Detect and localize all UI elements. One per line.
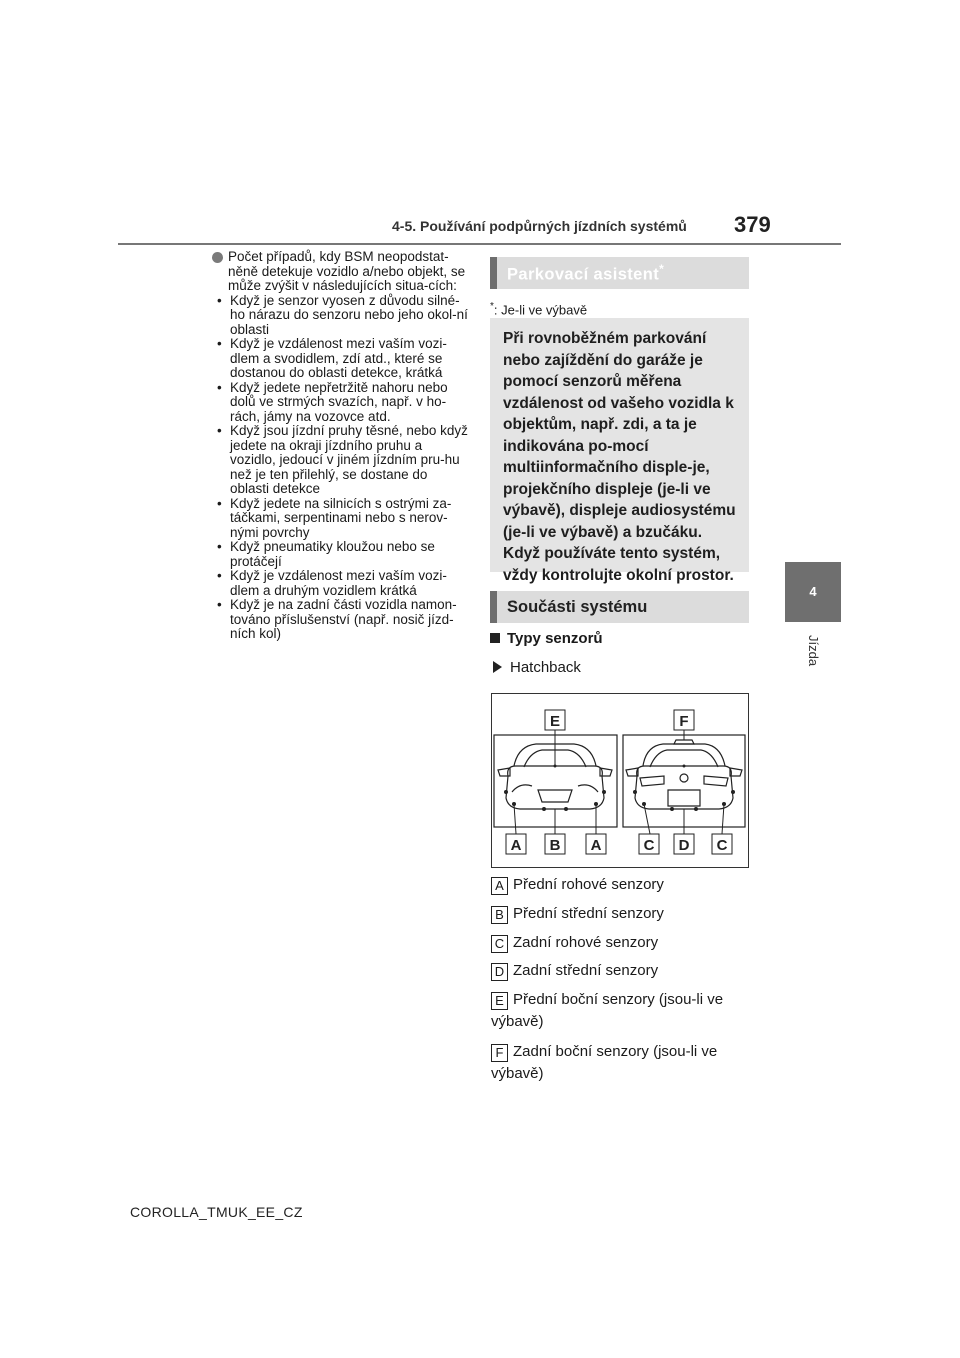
list-item: • Když jedete na silnicích s ostrými za-táčkami, serpentinami nebo s nerov-nými povrchy: [217, 495, 452, 540]
legend-item-a: [491, 874, 751, 896]
fig-label-c-left: C: [643, 837, 655, 854]
lead-paragraph: [212, 250, 468, 294]
list-item: • Když je senzor vyosen z důvodu silné-ho nárazu do senzoru nebo jeho okol-ní oblasti: [217, 292, 468, 337]
section-accent: [490, 257, 497, 289]
legend-key: A: [491, 877, 508, 895]
legend-key: D: [491, 963, 508, 981]
footnote: *: Je-li ve výbavě: [490, 301, 588, 318]
legend-item-f: [491, 1041, 751, 1085]
list-item-text: Když pneumatiky kloužou nebo se protáčejí: [230, 539, 435, 569]
section-title-bar: [490, 257, 749, 289]
legend-text: Zadní střední senzory: [513, 962, 659, 979]
legend-text: Přední boční senzory (jsou-li ve výbavě): [491, 991, 724, 1030]
legend-item-e: [491, 989, 751, 1033]
list-item-text: Když jedete na silnicích s ostrými za-táčkami, serpentinami nebo s nerov-nými povrchy: [230, 495, 452, 540]
intro-text: Při rovnoběžném parkování nebo zajíždění do garáže je pomocí senzorů měřena vzdálenost od vašeho vozidla k objektům, např. zdi, a ta je indikována po-mocí multiinformačního disple-je, projekčního displeje (je-li ve výbavě), displeje audiosystému (je-li ve výbavě) a bzučáku. Když používáte tento systém, vždy kontrolujte okolní prostor.: [503, 330, 736, 584]
fig-label-a-left: A: [510, 837, 522, 854]
list-item-text: Když je na zadní části vozidla namon-továno příslušenství (např. nosič jízd-ních kol): [230, 597, 457, 641]
lead-text: Počet případů, kdy BSM neopodstat-něně detekuje vozidlo a/nebo objekt, se může zvýšit v následujících situa-cích:: [228, 249, 466, 293]
bullet-dot-icon: [212, 252, 223, 263]
list-item-text: Když jedete nepřetržitě nahoru nebo dolů ve strmých svazích, např. v ho-rách, jámy na vozovce atd.: [230, 379, 448, 424]
legend-item-b: [491, 903, 751, 925]
triangle-bullet-icon: [493, 661, 502, 673]
fig-label-c-right: C: [716, 837, 728, 854]
list-item-text: Když je senzor vyosen z důvodu silné-ho nárazu do senzoru nebo jeho okol-ní oblasti: [230, 292, 468, 337]
legend-item-c: [491, 932, 751, 954]
left-column: [212, 250, 468, 642]
section-title: Parkovací asistent*: [507, 261, 665, 284]
fig-label-f: F: [679, 713, 689, 730]
legend-key: C: [491, 935, 508, 953]
section-title: Součásti systému: [507, 597, 648, 616]
list-item: • Když je vzdálenost mezi vaším vozi-dlem a svodidlem, zdí atd., které se dostanou do oblasti detekce, krátká: [217, 336, 447, 380]
square-bullet-icon: [490, 633, 500, 643]
variant-line: Hatchback: [493, 659, 581, 676]
fig-label-e: E: [549, 713, 561, 730]
list-item: • Když je na zadní části vozidla namon-továno příslušenství (např. nosič jízd-ních kol): [217, 597, 457, 641]
legend-key: F: [491, 1044, 508, 1062]
footer-code: COROLLA_TMUK_EE_CZ: [130, 1204, 303, 1220]
list-item-text: Když je vzdálenost mezi vaším vozi-dlem a druhým vozidlem krátká: [230, 568, 447, 598]
legend-text: Přední střední senzory: [513, 905, 664, 922]
chapter-number: 4: [809, 584, 817, 599]
intro-box: [490, 318, 749, 584]
list-item: • Když je vzdálenost mezi vaším vozi-dlem a druhým vozidlem krátká: [217, 568, 447, 598]
section-title-bar: [490, 591, 749, 623]
list-item-text: Když jsou jízdní pruhy těsné, nebo když jedete na okraji jízdního pruhu a vozidlo, jedoucí v jiném jízdním pru-hu než je ten přilehlý, se dostane do oblasti detekce: [230, 423, 468, 496]
legend-text: Zadní rohové senzory: [513, 934, 659, 951]
list-item: • Když jsou jízdní pruhy těsné, nebo když jedete na okraji jízdního pruhu a vozidlo, jedoucí v jiném jízdním pru-hu než je ten přilehlý, se dostane do oblasti detekce: [217, 423, 468, 496]
chapter-label: Jízda: [806, 635, 821, 667]
legend-text: Zadní boční senzory (jsou-li ve výbavě): [491, 1043, 718, 1082]
legend-item-d: [491, 960, 751, 982]
list-item: • Když jedete nepřetržitě nahoru nebo dolů ve strmých svazích, např. v ho-rách, jámy na vozovce atd.: [217, 379, 448, 424]
section-header: 4-5. Používání podpůrných jízdních systémů: [392, 218, 687, 234]
fig-label-a-right: A: [590, 837, 602, 854]
legend-key: B: [491, 906, 508, 924]
sensor-figure: [491, 693, 749, 868]
legend-text: Přední rohové senzory: [513, 876, 664, 893]
section-accent: [490, 591, 497, 623]
header-rule: [118, 243, 841, 245]
page-number: 379: [734, 212, 771, 237]
subheading: Typy senzorů: [490, 630, 603, 647]
list-item: • Když pneumatiky kloužou nebo se protáčejí: [217, 539, 435, 569]
car-sensor-diagram: [492, 694, 748, 867]
legend-key: E: [491, 992, 508, 1010]
fig-label-b: B: [549, 837, 561, 854]
fig-label-d: D: [678, 837, 690, 854]
list-item-text: Když je vzdálenost mezi vaším vozi-dlem a svodidlem, zdí atd., které se dostanou do oblasti detekce, krátká: [230, 336, 447, 380]
